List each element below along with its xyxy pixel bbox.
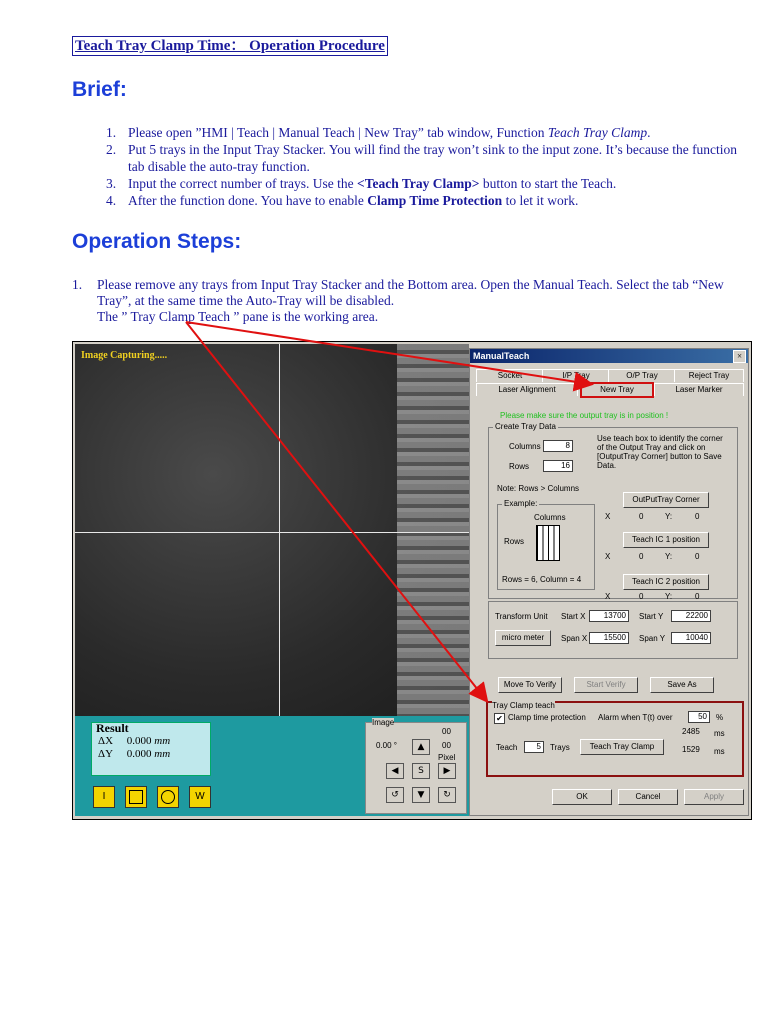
clamp-time-2: 1529	[682, 745, 700, 754]
tab-laser-marker[interactable]: Laser Marker	[654, 383, 744, 396]
start-y-label: Start Y	[639, 612, 664, 621]
center-button[interactable]: S	[412, 763, 430, 779]
span-y-label: Span Y	[639, 634, 666, 643]
pixel-label: Pixel	[438, 753, 456, 762]
tray-clamp-teach-label: Tray Clamp teach	[492, 701, 555, 710]
tab-socket[interactable]: Socket	[476, 369, 544, 382]
start-y-input[interactable]: 22200	[671, 610, 711, 622]
span-x-label: Span X	[561, 634, 588, 643]
tab-op-tray[interactable]: O/P Tray	[608, 369, 676, 382]
example-label: Example:	[504, 499, 538, 508]
teach-ic1-button[interactable]: Teach IC 1 position	[623, 532, 709, 548]
y-value: 0	[695, 592, 700, 601]
alarm-input[interactable]: 50	[688, 711, 710, 723]
rows-note: Note: Rows > Columns	[497, 484, 580, 493]
tab-reject-tray[interactable]: Reject Tray	[674, 369, 744, 382]
dx-label: ΔX	[98, 735, 114, 747]
tab-laser-alignment[interactable]: Laser Alignment	[476, 383, 578, 396]
rotate-ccw-button[interactable]: ↺	[386, 787, 404, 803]
brief-item-text: button to start the Teach.	[479, 176, 617, 191]
brief-item-emphasis: Teach Tray Clamp	[547, 125, 648, 140]
y-label: Y:	[665, 552, 673, 561]
step-text: Please remove any trays from Input Tray Stacker and the Bottom area. Open the Manual Teach. Select the tab “New Tray”, at the same time the Auto-Tray will be disabled.	[97, 277, 724, 308]
start-x-input[interactable]: 13700	[589, 610, 629, 622]
close-button[interactable]: ×	[733, 350, 746, 363]
dy-unit: mm	[154, 748, 171, 760]
arrow-right-button[interactable]: ▶	[438, 763, 456, 779]
rows-input[interactable]: 16	[543, 460, 573, 472]
clamp-protection-checkbox[interactable]: ✔	[494, 713, 505, 724]
span-x-input[interactable]: 15500	[589, 632, 629, 644]
brief-item-text: Put 5 trays in the Input Tray Stacker. You will find the tray won’t sink to the input zone. It’s because the function tab disable the auto-tray function.	[128, 142, 738, 174]
ms-label-1: ms	[714, 729, 725, 738]
brief-item-text: to let it work.	[502, 193, 579, 208]
arrow-to-clamp-pane	[186, 322, 486, 700]
brief-item-number: 1.	[106, 125, 117, 140]
cancel-button[interactable]: Cancel	[618, 789, 678, 805]
angle-readout: 0.00 °	[376, 741, 397, 750]
doc-title: Teach Tray Clamp Time： Operation Procedure	[72, 36, 388, 56]
arrow-up-button[interactable]: ▲	[412, 739, 430, 755]
dy-value: 0.000	[126, 748, 152, 760]
teach-ic2-button[interactable]: Teach IC 2 position	[623, 574, 709, 590]
x-value: 0	[639, 592, 644, 601]
step-text-2: The ” Tray Clamp Teach ” pane is the working area.	[97, 309, 379, 324]
columns-input[interactable]: 8	[543, 440, 573, 452]
example-rows-label: Rows	[504, 537, 525, 546]
ok-button[interactable]: OK	[552, 789, 612, 805]
result-title: Result	[96, 721, 129, 735]
save-as-button[interactable]: Save As	[650, 677, 714, 693]
trays-label: Trays	[550, 743, 570, 752]
example-caption: Rows = 6, Column = 4	[502, 575, 582, 584]
y-value: 0	[695, 512, 700, 521]
x-label: X	[605, 512, 611, 521]
image-panel-label: Image	[372, 718, 395, 727]
x-value: 0	[639, 552, 644, 561]
tab-new-tray[interactable]: New Tray	[580, 382, 654, 398]
dx-value: 0.000	[126, 735, 152, 747]
brief-item-text: Input the correct number of trays. Use the	[128, 176, 358, 191]
steps-heading: Operation Steps:	[72, 230, 242, 253]
span-y-input[interactable]: 10040	[671, 632, 711, 644]
camera-status: Image Capturing.....	[81, 350, 168, 361]
dx-unit: mm	[154, 735, 171, 747]
arrow-left-button[interactable]: ◀	[386, 763, 404, 779]
y-label: Y:	[665, 512, 673, 521]
x-label: X	[605, 552, 611, 561]
tool-line-button[interactable]: I	[93, 786, 115, 808]
brief-item-text: Please open ”HMI | Teach | Manual Teach | New Tray” tab window, Function	[128, 125, 548, 140]
rotate-cw-button[interactable]: ↻	[438, 787, 456, 803]
percent-label: %	[716, 713, 724, 722]
tab-ip-tray[interactable]: I/P Tray	[542, 369, 610, 382]
brief-item-number: 4.	[106, 193, 117, 208]
alarm-label: Alarm when T(t) over	[598, 713, 673, 722]
columns-label: Columns	[509, 442, 541, 451]
start-verify-button[interactable]: Start Verify	[574, 677, 638, 693]
position-notice: Please make sure the output tray is in position !	[500, 411, 669, 420]
rows-label: Rows	[509, 462, 530, 471]
micro-meter-button[interactable]: micro meter	[495, 630, 551, 646]
clamp-protection-label: Clamp time protection	[508, 713, 586, 722]
teach-trays-input[interactable]: 5	[524, 741, 544, 753]
dy-label: ΔY	[98, 748, 114, 760]
brief-item-text: .	[647, 125, 651, 140]
brief-item-emphasis: Clamp Time Protection	[367, 193, 503, 208]
y-value: 0	[695, 552, 700, 561]
tool-w-button[interactable]: W	[189, 786, 211, 808]
pixel-readout-2: 00	[442, 741, 451, 750]
brief-item-text: After the function done. You have to enable	[128, 193, 368, 208]
dialog-title: ManualTeach	[470, 349, 748, 363]
start-x-label: Start X	[561, 612, 586, 621]
x-label: X	[605, 592, 611, 601]
output-tray-corner-button[interactable]: OutPutTray Corner	[623, 492, 709, 508]
arrow-down-button[interactable]: ▼	[412, 787, 430, 803]
teach-label: Teach	[496, 743, 518, 752]
example-columns-label: Columns	[534, 513, 566, 522]
ms-label-2: ms	[714, 747, 725, 756]
y-label: Y:	[665, 592, 673, 601]
x-value: 0	[639, 512, 644, 521]
move-to-verify-button[interactable]: Move To Verify	[498, 677, 562, 693]
pixel-readout-1: 00	[442, 727, 451, 736]
brief-item-emphasis: <Teach Tray Clamp>	[357, 176, 480, 191]
teach-help-text: Use teach box to identify the corner of the Output Tray and click on [OutputTray Corner] button to Save Data.	[597, 434, 723, 470]
step-number: 1.	[72, 277, 83, 292]
create-tray-data-label: Create Tray Data	[495, 422, 556, 431]
brief-heading: Brief:	[72, 78, 127, 101]
brief-item-number: 2.	[106, 142, 117, 157]
apply-button[interactable]: Apply	[684, 789, 744, 805]
teach-tray-clamp-button[interactable]: Teach Tray Clamp	[580, 739, 664, 755]
arrow-to-new-tray-tab	[186, 322, 590, 384]
brief-item-number: 3.	[106, 176, 117, 191]
clamp-time-1: 2485	[682, 727, 700, 736]
transform-unit-label: Transform Unit	[495, 612, 548, 621]
